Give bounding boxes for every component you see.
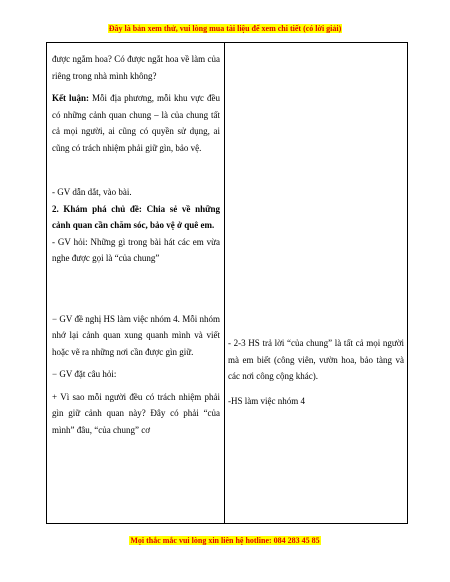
section-heading: 2. Khám phá chủ đề: Chia sẻ về những cảnh quan cần chăm sóc, bảo vệ ở quê em.	[52, 203, 220, 230]
conclusion-paragraph	[52, 90, 220, 156]
student-answer: - 2-3 HS trả lời “của chung” là tất cả mọi người mà em biết (công viên, vườn hoa, bảo tàng và các nơi công cộng khác).	[228, 338, 404, 381]
column-divider	[224, 43, 225, 523]
teacher-question: - GV hỏi: Những gì trong bài hát các em vừa nghe được gọi là “của chung”	[52, 236, 220, 263]
preview-notice-text: Đây là bản xem thử, vui lòng mua tài liệu để xem chi tiết (có lời giải)	[108, 24, 342, 33]
intro-paragraph: - GV dẫn dắt, vào bài.	[52, 187, 132, 197]
question-continuation: được ngắm hoa? Có được ngắt hoa về làm của riêng trong nhà mình không?	[52, 54, 220, 81]
lesson-table	[46, 42, 408, 524]
hotline-text: Mọi thắc mắc vui lòng xin liên hệ hotline: 084 283 45 85	[130, 536, 320, 545]
hotline-banner	[0, 536, 450, 545]
conclusion-label: Kết luận:	[52, 93, 90, 103]
conclusion-text: Mỗi địa phương, mỗi khu vực đều có những cảnh quan chung – là của chung tất cả mọi người, ai cũng có quyền sử dụng, ai cũng có trách nhiệm phải giữ gìn, bảo vệ.	[52, 93, 220, 153]
group-work-instruction: − GV đề nghị HS làm việc nhóm 4. Mỗi nhóm nhớ lại cảnh quan xung quanh mình và viết hoặc vẽ ra những nơi cần được gìn giữ.	[52, 313, 220, 357]
preview-notice-banner	[0, 24, 450, 33]
why-question: + Vì sao mỗi người đều có trách nhiệm phải gìn giữ cảnh quan này? Đây có phải “của mình” đâu, “của chung” cơ	[52, 391, 220, 435]
student-activities-column	[228, 43, 404, 409]
student-group-work: -HS làm việc nhóm 4	[228, 395, 305, 406]
teacher-activities-column	[52, 43, 220, 438]
ask-question-line: − GV đặt câu hỏi:	[52, 369, 117, 379]
